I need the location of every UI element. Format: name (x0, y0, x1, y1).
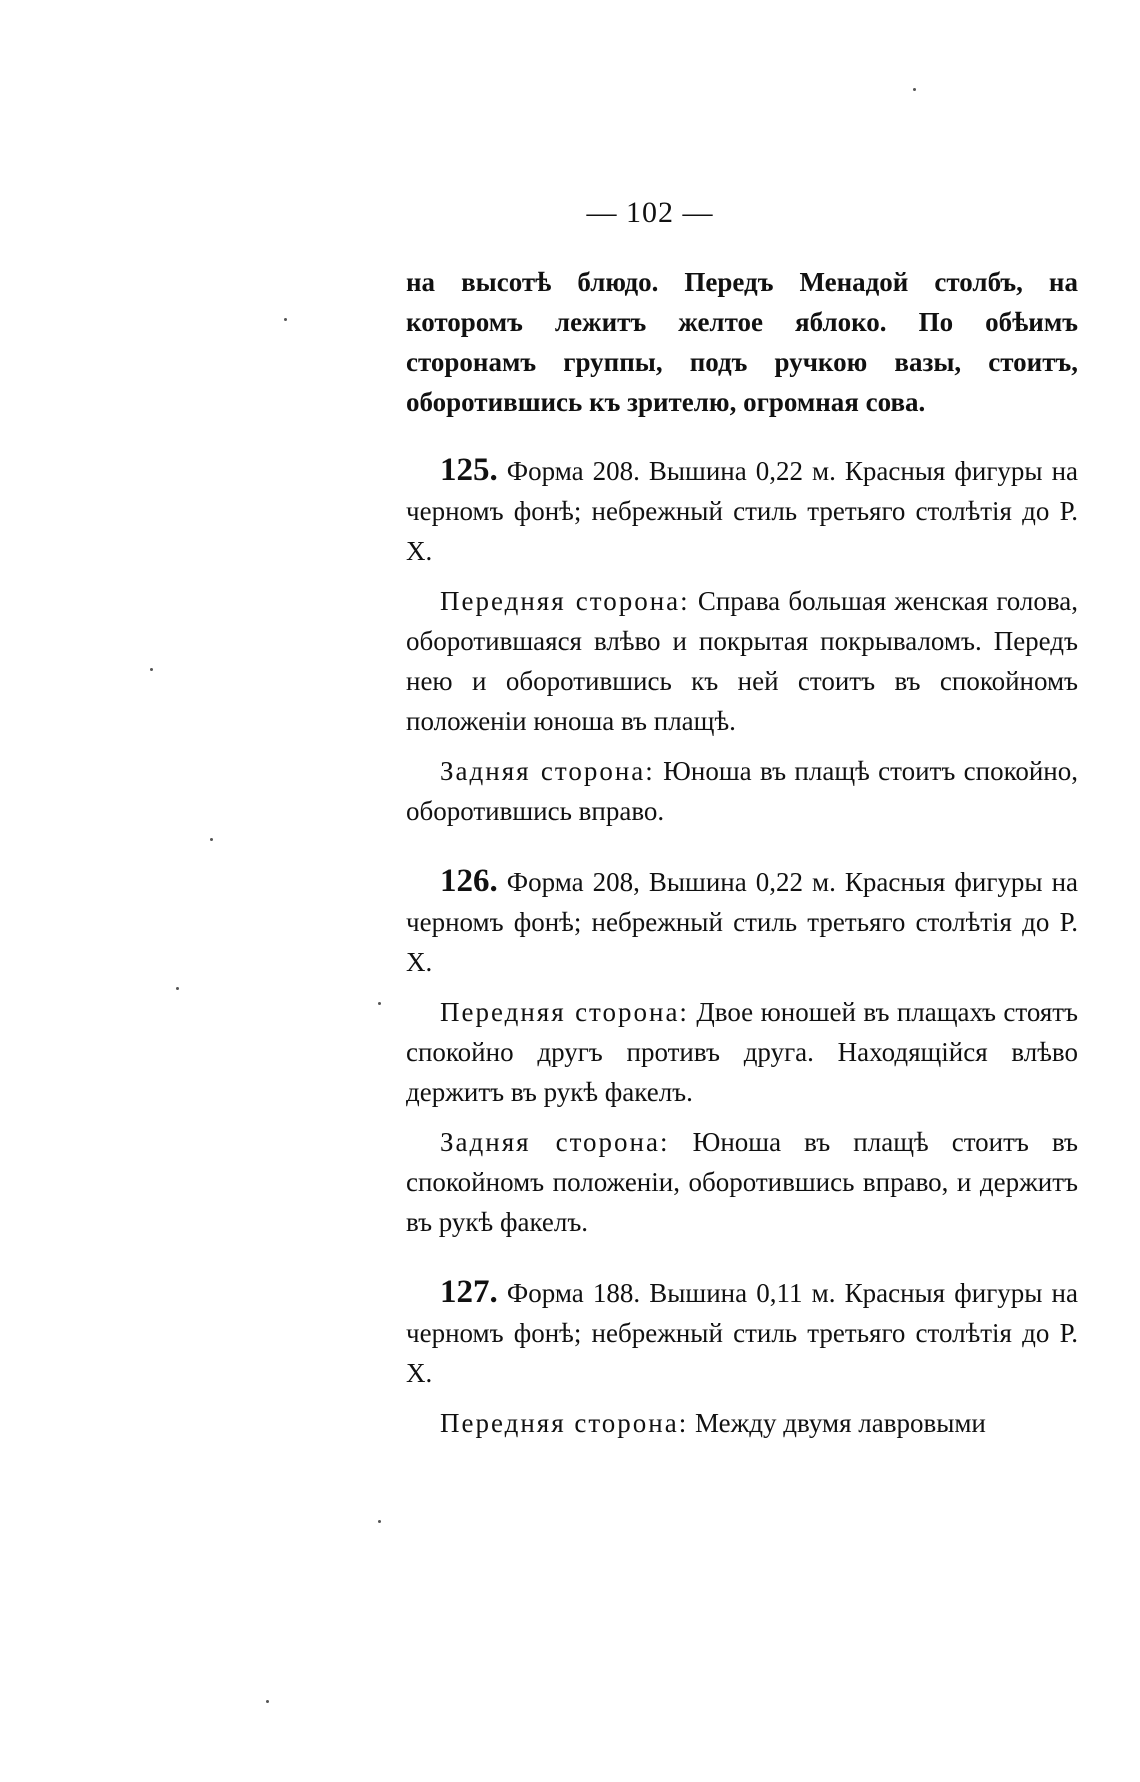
front-side-text: Справа большая женская голова, оборотившаяся влѣво и покрытая покрываломъ. Передъ нею и оборотившись къ ней стоитъ въ спокойномъ положеніи юноша въ плащѣ. (406, 586, 1079, 736)
catalog-entry-127 (406, 1272, 1078, 1443)
entry-header (406, 861, 1078, 982)
scan-speck (210, 838, 213, 841)
entry-number: 127. (440, 1274, 498, 1310)
back-side-text: Юноша въ плащѣ стоитъ въ спокойномъ положеніи, оборотившись вправо, и держитъ въ рукѣ факелъ. (406, 1127, 1079, 1237)
scan-speck (378, 1520, 381, 1523)
entry-description: Форма 208, Вышина 0,22 м. Красныя фигуры на черномъ фонѣ; небрежный стиль третьяго столѣтія до Р. Х. (406, 867, 1078, 977)
back-side-paragraph (406, 751, 1078, 831)
catalog-entry-126 (406, 861, 1078, 1242)
text-column (406, 262, 1078, 1473)
entry-number: 126. (440, 863, 498, 899)
entry-header (406, 1272, 1078, 1393)
entry-number: 125. (440, 452, 498, 488)
catalog-entry-125 (406, 450, 1078, 831)
scan-speck (378, 1002, 381, 1005)
entry-header (406, 450, 1078, 571)
front-side-label: Передняя сторона: (440, 1408, 689, 1438)
scan-speck (176, 987, 179, 990)
entry-description: Форма 188. Вышина 0,11 м. Красныя фигуры на черномъ фонѣ; небрежный стиль третьяго столѣтія до Р. Х. (406, 1278, 1078, 1388)
back-side-label: Задняя сторона: (440, 1127, 670, 1157)
front-side-label: Передняя сторона: (440, 997, 689, 1027)
scan-speck (266, 1700, 269, 1703)
entry-description: Форма 208. Вышина 0,22 м. Красныя фигуры на черномъ фонѣ; небрежный стиль третьяго столѣтія до Р. Х. (406, 456, 1078, 566)
scan-speck (913, 88, 916, 91)
front-side-text: Двое юношей въ плащахъ стоятъ спокойно другъ противъ друга. Находящійся влѣво держитъ въ рукѣ факелъ. (406, 997, 1078, 1107)
scan-speck (150, 668, 153, 671)
front-side-text: Между двумя лавровыми (688, 1408, 986, 1438)
front-side-label: Передняя сторона: (440, 586, 690, 616)
scan-speck (284, 318, 287, 321)
front-side-paragraph (406, 1403, 1078, 1443)
front-side-paragraph (406, 581, 1078, 741)
page-number: — 102 — (586, 196, 714, 229)
back-side-label: Задняя сторона: (440, 756, 655, 786)
back-side-text: Юноша въ плащѣ стоитъ спокойно, оборотившись вправо. (406, 756, 1078, 826)
front-side-paragraph (406, 992, 1078, 1112)
continued-paragraph: на высотѣ блюдо. Передъ Менадой столбъ, на которомъ лежитъ желтое яблоко. По обѣимъ сторонамъ группы, подъ ручкою вазы, стоитъ, оборотившись къ зрителю, огромная сова. (406, 267, 1078, 417)
back-side-paragraph (406, 1122, 1078, 1242)
